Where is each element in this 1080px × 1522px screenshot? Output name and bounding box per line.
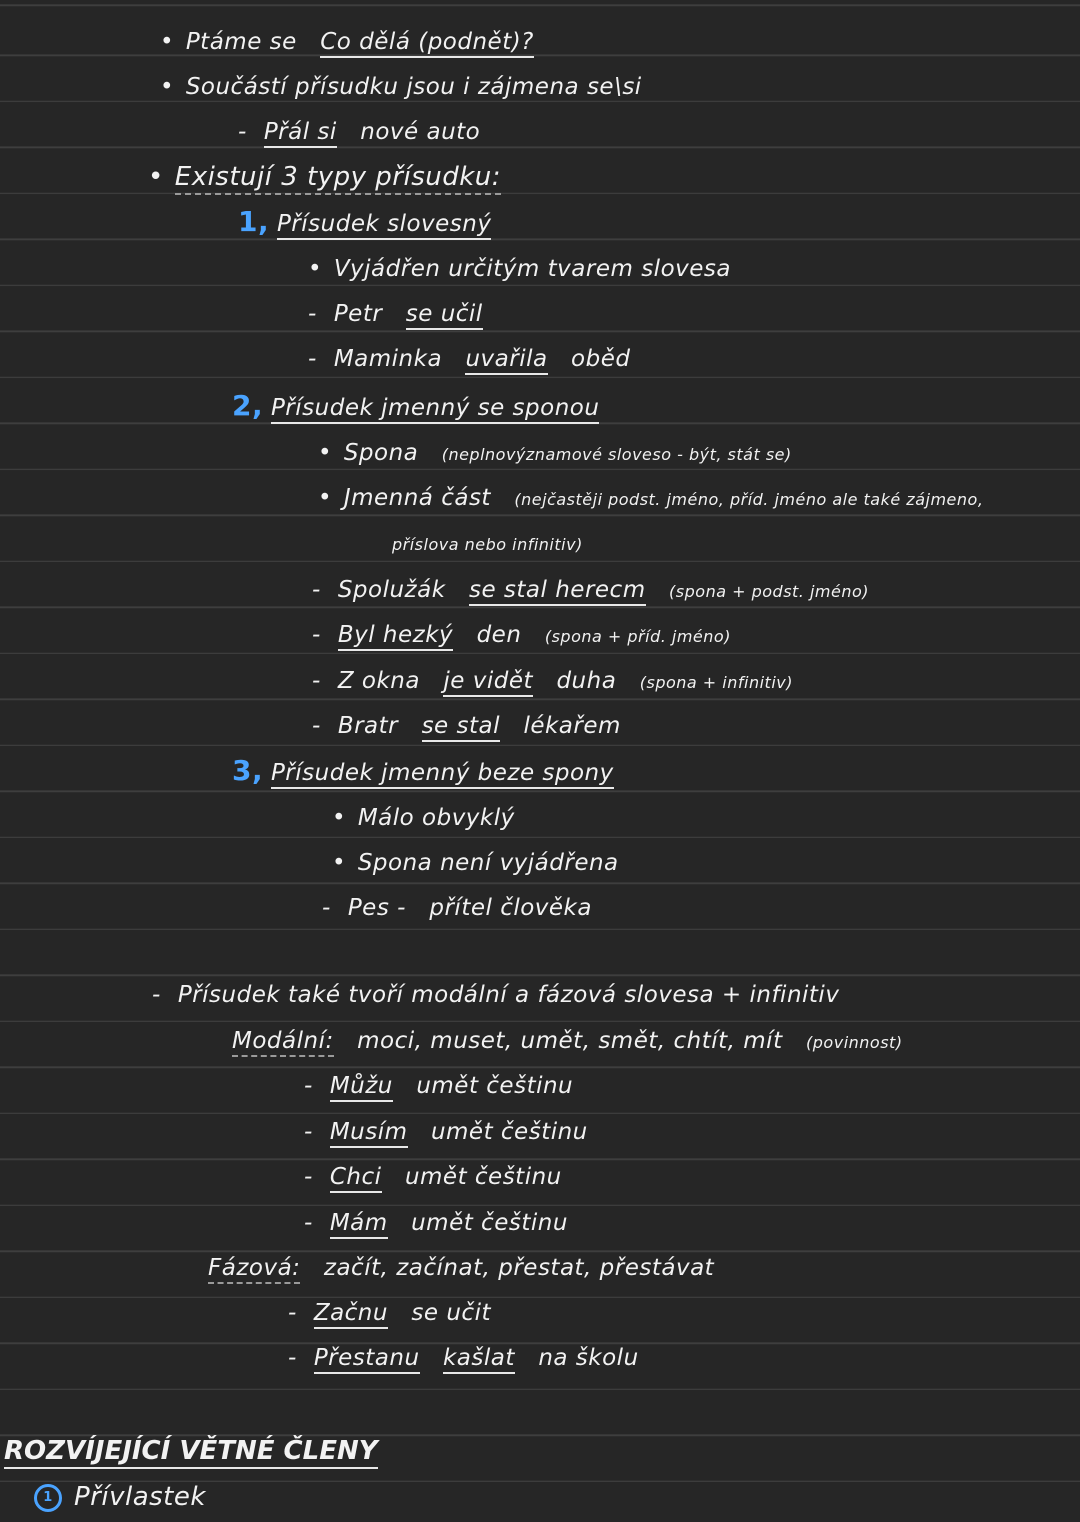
section-heading-nominal-copula: 2, Přísudek jmenný se sponou <box>232 389 600 422</box>
note-line-pronouns: • Součástí přísudku jsou i zájmena se\si <box>160 74 642 100</box>
note-line-phase-list: Fázová: začít, začínat, přestat, přestávat <box>208 1253 714 1283</box>
note-line: • Vyjádřen určitým tvarem slovesa <box>308 256 731 282</box>
note-line-example: - Začnu se učit <box>288 1298 491 1328</box>
note-line-example: - Bratr se stal lékařem <box>312 711 621 741</box>
note-line-modal-list: Modální: moci, muset, umět, smět, chtít, mít (povinnost) <box>232 1026 903 1058</box>
note-line-example: - Maminka uvařila oběd <box>308 344 630 374</box>
section-heading-verbal: 1, Přísudek slovesný <box>238 205 492 238</box>
note-line-modal-phase: - Přísudek také tvoří modální a fázová slovesa + infinitiv <box>152 982 840 1008</box>
note-line-types-heading: • Existují 3 typy přísudku: <box>148 162 501 192</box>
note-line-questions: • Ptáme se Co dělá (podnět)? <box>160 27 534 57</box>
note-line-example: - Chci umět češtinu <box>304 1162 562 1192</box>
note-line: • Málo obvyklý <box>332 805 515 831</box>
note-line-example: - Petr se učil <box>308 299 483 329</box>
note-line: • Jmenná část (nejčastěji podst. jméno, příd. jméno ale také zájmeno, <box>318 485 984 511</box>
note-line-example: - Můžu umět češtinu <box>304 1071 573 1101</box>
numbered-item-attribute: 1 Přívlastek <box>34 1482 206 1512</box>
note-line-continuation: příslova nebo infinitiv) <box>392 535 583 554</box>
note-line-example: - Mám umět češtinu <box>304 1208 568 1238</box>
note-line-example: - Musím umět češtinu <box>304 1117 588 1147</box>
note-line: • Spona není vyjádřena <box>332 850 619 876</box>
note-line-example: - Přál si nové auto <box>238 117 480 147</box>
note-line-example: - Z okna je vidět duha (spona + infinitiv) <box>312 666 793 698</box>
section-title: ROZVÍJEJÍCÍ VĚTNÉ ČLENY <box>4 1436 378 1466</box>
note-line: • Spona (neplnovýznamové sloveso - být, stát se) <box>318 440 792 466</box>
number-circle-icon: 1 <box>34 1484 62 1512</box>
note-line-example: - Byl hezký den (spona + příd. jméno) <box>312 620 731 652</box>
note-line-example: - Pes - přítel člověka <box>322 895 592 921</box>
section-heading-nominal-no-copula: 3, Přísudek jmenný beze spony <box>232 754 614 787</box>
note-line-example: - Přestanu kašlat na školu <box>288 1343 639 1373</box>
note-line-example: - Spolužák se stal herecm (spona + podst. jméno) <box>312 575 869 607</box>
